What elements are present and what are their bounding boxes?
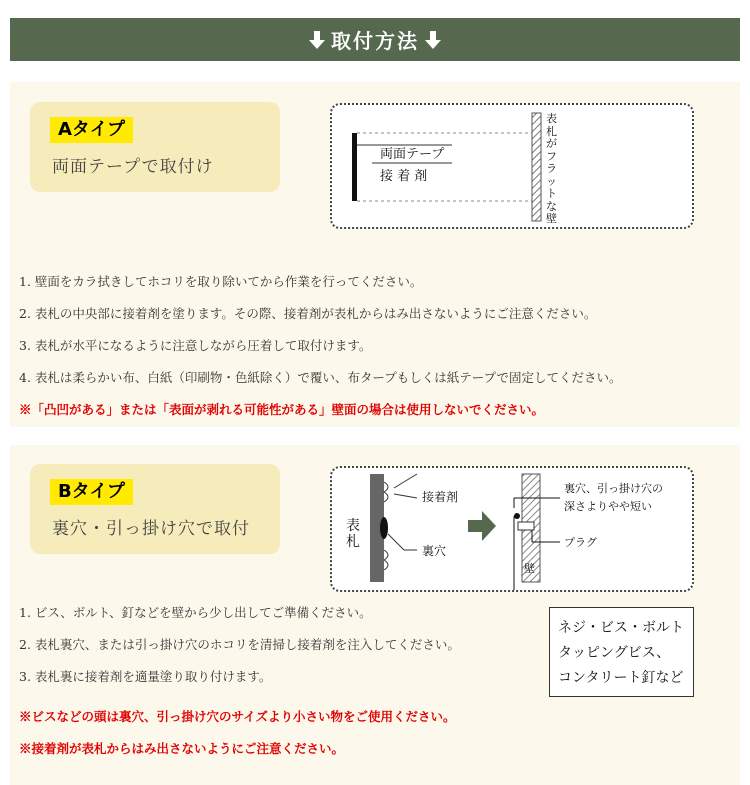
- warning-text: ※接着剤が表札からはみ出さないようにご注意ください。: [19, 741, 345, 756]
- step-item: 1. 壁面をカラ拭きしてホコリを取り除いてから作業を行ってください。: [19, 274, 423, 289]
- type-a-subtitle: 両面テープで取付け: [52, 157, 214, 177]
- step-item: 3. 表札が水平になるように注意しながら圧着して取付けます。: [19, 338, 372, 353]
- adhesive-label: 接着剤: [422, 490, 459, 504]
- plug-label: プラグ: [564, 536, 597, 549]
- adhesive-label: 接 着 剤: [380, 169, 428, 184]
- depth-label-2: 深さよりやや短い: [564, 500, 652, 513]
- arrow-down-icon: [425, 31, 441, 49]
- type-b-steps: [19, 603, 460, 771]
- type-a-steps: [19, 272, 622, 432]
- wall-label: 壁: [524, 562, 535, 575]
- type-a-section: [10, 82, 740, 427]
- screw-type-item: ネジ・ビス・ボルト: [558, 620, 684, 636]
- screw-types-box: [549, 607, 694, 697]
- type-a-diagram: [330, 103, 694, 229]
- step-item: 2. 表札の中央部に接着剤を塗ります。その際、接着剤が表札からはみ出さないようにご注意ください。: [19, 306, 597, 321]
- step-item: 1. ビス、ボルト、釘などを壁から少し出してご準備ください。: [19, 605, 372, 620]
- section-header: [10, 18, 740, 61]
- step-item: 2. 表札裏穴、または引っ掛け穴のホコリを清掃し接着剤を注入してください。: [19, 637, 460, 652]
- tape-label: 両面テープ: [380, 147, 445, 162]
- type-a-tag: Aタイプ: [50, 117, 133, 143]
- depth-label-1: 裏穴、引っ掛け穴の: [564, 482, 663, 495]
- arrow-down-icon: [309, 31, 325, 49]
- type-b-tag: Bタイプ: [50, 479, 133, 505]
- type-a-title-box: [30, 102, 280, 192]
- screw-type-item: コンタリート釘など: [558, 670, 684, 686]
- step-item: 3. 表札裏に接着剤を適量塗り取り付けます。: [19, 669, 272, 684]
- plate-label: 表札: [346, 518, 360, 550]
- screw-type-item: タッピングビス、: [558, 645, 671, 661]
- type-b-title-box: [30, 464, 280, 554]
- step-item: 4. 表札は柔らかい布、白紙（印刷物・色紙除く）で覆い、布タープもしくは紙テープで固定してください。: [19, 370, 622, 385]
- header-title: 取付方法: [331, 29, 419, 53]
- hole-label: 裏穴: [422, 544, 447, 558]
- type-b-diagram: [330, 466, 694, 592]
- type-b-subtitle: 裏穴・引っ掛け穴で取付: [52, 519, 250, 539]
- wall-label: 表札がフラットな壁: [546, 112, 557, 225]
- warning-text: ※ビスなどの頭は裏穴、引っ掛け穴のサイズより小さい物をご使用ください。: [19, 709, 456, 724]
- warning-text: ※「凸凹がある」または「表面が剥れる可能性がある」壁面の場合は使用しないでください。: [19, 402, 545, 417]
